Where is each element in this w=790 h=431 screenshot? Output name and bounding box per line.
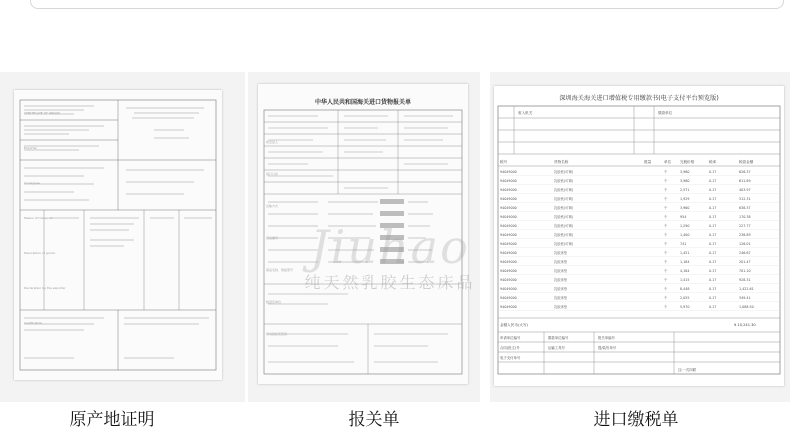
customs-line: 商品编号 xyxy=(266,236,279,240)
tax-row-cell: 701.10 xyxy=(739,269,751,273)
tax-row-cell: 4,184 xyxy=(680,269,690,273)
tax-row-cell: 1,415 xyxy=(680,278,690,282)
caption-certificate-of-origin: 原产地证明 xyxy=(69,410,155,430)
tax-row-cell: 乳胶枕(可调) xyxy=(554,224,574,228)
watermark-logo: Jiuhao xyxy=(310,220,470,274)
customs-line: 运输方式 xyxy=(266,204,279,208)
tax-row-cell: 个 xyxy=(664,269,668,273)
tax-footer-payer-no: 缴款单位编号 xyxy=(548,336,569,340)
import-tax-drawing xyxy=(494,86,784,386)
tax-row-cell: 个 xyxy=(664,305,668,309)
customs-line: 海关批注及签章 xyxy=(266,332,288,336)
tax-row-cell: 0.17 xyxy=(709,206,717,210)
tax-row-cell: 94049000 xyxy=(500,215,517,219)
tax-row-cell: 0.17 xyxy=(709,287,717,291)
tax-row-cell: 1,422.61 xyxy=(739,287,754,291)
import-tax-title: 深圳海关海关进口增值税专用缴款书(电子支付平台预览版) xyxy=(559,95,719,102)
tax-row-cell: 个 xyxy=(664,224,668,228)
cert-line: Exporter xyxy=(24,146,37,150)
tax-row-cell: 0.17 xyxy=(709,170,717,174)
tax-row-cell: 3,960 xyxy=(680,170,690,174)
tax-row-cell: 349.41 xyxy=(739,296,751,300)
tax-header-dutiable-value: 完税价格 xyxy=(680,160,695,164)
tax-row-cell: 1,184 xyxy=(680,260,690,264)
tax-row-cell: 94049000 xyxy=(500,206,517,210)
tax-row-cell: 0.17 xyxy=(709,278,717,282)
tax-row-cell: 个 xyxy=(664,260,668,264)
tax-footer-epay-no: 电子支付单号 xyxy=(500,356,521,360)
tax-row-cell: 94049000 xyxy=(500,296,517,300)
watermark-subtitle: 纯天然乳胶生态床品 xyxy=(304,273,476,292)
tax-row-cell: 246.67 xyxy=(739,251,751,255)
tax-row-cell: 94049000 xyxy=(500,260,517,264)
tax-rows xyxy=(498,169,780,311)
panel-import-tax-payment xyxy=(490,72,790,402)
tax-row-cell: 94049000 xyxy=(500,179,517,183)
cert-line: CERTIFICATE OF ORIGIN xyxy=(24,111,60,115)
tax-header-payer: 缴款单位 xyxy=(658,111,673,115)
tax-row-cell: 0.17 xyxy=(709,251,717,255)
tax-row-cell: 928.31 xyxy=(739,278,751,282)
tax-row-cell: 乳胶床垫 xyxy=(554,260,568,264)
tax-row-cell: 312.31 xyxy=(739,197,751,201)
tax-row-cell: 个 xyxy=(664,278,668,282)
tax-row-cell: 乳胶枕(可调) xyxy=(554,215,574,219)
tax-row-cell: 0.17 xyxy=(709,197,717,201)
tax-row-cell: 乳胶床垫 xyxy=(554,269,568,273)
tax-row-cell: 个 xyxy=(664,170,668,174)
tax-row-cell: 3,960 xyxy=(680,179,690,183)
import-tax-document[interactable] xyxy=(494,86,784,386)
tax-row-cell: 乳胶枕(可调) xyxy=(554,188,574,192)
tax-row-cell: 2,571 xyxy=(680,188,690,192)
tax-row-cell: 0.17 xyxy=(709,215,717,219)
tax-row-cell: 8,448 xyxy=(680,287,690,291)
caption-import-tax-payment: 进口缴税单 xyxy=(593,410,679,430)
cert-line: Declaration by the exporter xyxy=(24,286,66,290)
tax-row-cell: 0.17 xyxy=(709,188,717,192)
tax-row-cell: 3,960 xyxy=(680,206,690,210)
tax-row-cell: 94049000 xyxy=(500,242,517,246)
tax-header-quantity: 数量 xyxy=(644,160,652,164)
tax-row-cell: 0.17 xyxy=(709,305,717,309)
tax-row-cell: 个 xyxy=(664,179,668,183)
tax-row-cell: 2,055 xyxy=(680,296,690,300)
tax-row-cell: 个 xyxy=(664,233,668,237)
tax-footer-contract-no: 合同(批文)号 xyxy=(500,346,520,350)
tax-row-cell: 170.38 xyxy=(739,215,751,219)
tax-row-cell: 1,451 xyxy=(680,251,690,255)
cert-line: Certification xyxy=(24,321,43,325)
tax-footer-bill-no: 提/装货单号 xyxy=(598,346,617,350)
tax-row-cell: 126.01 xyxy=(739,242,751,246)
tax-row-cell: 个 xyxy=(664,251,668,255)
tax-row-cell: 乳胶床垫 xyxy=(554,278,568,282)
cert-line: Consignee xyxy=(24,181,40,185)
tax-row-cell: 5,970 xyxy=(680,305,690,309)
tax-row-cell: 94049000 xyxy=(500,287,517,291)
tax-row-cell: 403.97 xyxy=(739,188,751,192)
tax-row-cell: 乳胶枕(可调) xyxy=(554,197,574,201)
tax-row-cell: 0.17 xyxy=(709,296,717,300)
customs-text-lines xyxy=(266,126,456,350)
tax-header-tax-amount: 税款金额 xyxy=(739,160,754,164)
tax-row-cell: 乳胶枕(可调) xyxy=(554,170,574,174)
certificate-text-lines xyxy=(24,96,214,341)
customs-line: 进口口岸 xyxy=(266,172,279,176)
tax-footer-transport-no: 运输工具号 xyxy=(548,346,565,350)
tax-row-cell: 638.37 xyxy=(739,206,751,210)
tax-header-goods-name: 货物名称 xyxy=(554,160,569,164)
tax-row-cell: 个 xyxy=(664,296,668,300)
tax-row-cell: 1,290 xyxy=(680,224,690,228)
tax-row-cell: 乳胶枕(可调) xyxy=(554,233,574,237)
tax-row-cell: 201.47 xyxy=(739,260,751,264)
tax-row-cell: 1,929 xyxy=(680,197,690,201)
customs-line: 收发货人 xyxy=(266,140,279,144)
tax-row-cell: 94049000 xyxy=(500,188,517,192)
tax-row-cell: 611.89 xyxy=(739,179,751,183)
tax-row-cell: 238.89 xyxy=(739,233,751,237)
tax-row-cell: 个 xyxy=(664,287,668,291)
tax-row-cell: 94049000 xyxy=(500,233,517,237)
caption-customs-declaration: 报关单 xyxy=(348,410,400,430)
tax-footer-declaration-no: 报关单编号 xyxy=(598,336,615,340)
tax-row-cell: 741 xyxy=(680,242,687,246)
tax-row-cell: 乳胶床垫 xyxy=(554,251,568,255)
tax-row-cell: 个 xyxy=(664,188,668,192)
tax-row-cell: 0.17 xyxy=(709,260,717,264)
tax-row-cell: 1,400 xyxy=(680,233,690,237)
tax-footer-note: 注:一式四联 xyxy=(678,368,697,372)
customs-declaration-title: 中华人民共和国海关进口货物报关单 xyxy=(314,99,412,106)
tax-row-cell: 0.17 xyxy=(709,269,717,273)
tax-row-cell: 94049000 xyxy=(500,251,517,255)
tax-row-cell: 0.17 xyxy=(709,224,717,228)
tax-header-revenue-office: 收入机关 xyxy=(518,111,533,115)
tax-header-tax-code: 税号 xyxy=(500,160,508,164)
tax-row-cell: 乳胶枕(可调) xyxy=(554,206,574,210)
tax-row-cell: 1,088.50 xyxy=(739,305,754,309)
tax-row-cell: 94049000 xyxy=(500,170,517,174)
tax-row-cell: 乳胶床垫 xyxy=(554,296,568,300)
tax-row-cell: 626.37 xyxy=(739,170,751,174)
customs-line: 数量及单位 xyxy=(266,300,282,304)
tax-row-cell: 94049000 xyxy=(500,305,517,309)
top-frame xyxy=(0,0,790,14)
tax-row-cell: 乳胶枕(可调) xyxy=(554,179,574,183)
tax-total-value: ¥ 10,241.30 xyxy=(734,323,756,327)
tax-row-cell: 0.17 xyxy=(709,233,717,237)
cert-line: Description of goods xyxy=(24,251,55,255)
tax-row-cell: 94049000 xyxy=(500,278,517,282)
tax-row-cell: 乳胶床垫 xyxy=(554,305,568,309)
tax-row-cell: 个 xyxy=(664,206,668,210)
tax-row-cell: 个 xyxy=(664,242,668,246)
tax-row-cell: 954 xyxy=(680,215,687,219)
tax-row-cell: 个 xyxy=(664,197,668,201)
tax-row-cell: 94049000 xyxy=(500,269,517,273)
tax-row-cell: 0.17 xyxy=(709,242,717,246)
tax-row-cell: 乳胶枕(可调) xyxy=(554,242,574,246)
tax-row-cell: 94049000 xyxy=(500,224,517,228)
customs-line: 商品名称、规格型号 xyxy=(266,268,294,272)
cert-line: Means of transport xyxy=(24,216,53,220)
tax-total-label: 金额人民币(大写) xyxy=(500,323,528,327)
tax-row-cell: 0.17 xyxy=(709,179,717,183)
tax-header-unit: 单位 xyxy=(664,160,672,164)
tax-row-cell: 94049000 xyxy=(500,197,517,201)
tax-footer-applicant-no: 申请单位编号 xyxy=(500,336,521,340)
tax-row-cell: 乳胶床垫 xyxy=(554,287,568,291)
tax-row-cell: 个 xyxy=(664,215,668,219)
tax-row-cell: 227.77 xyxy=(739,224,751,228)
tax-header-tax-rate: 税率 xyxy=(709,160,717,164)
